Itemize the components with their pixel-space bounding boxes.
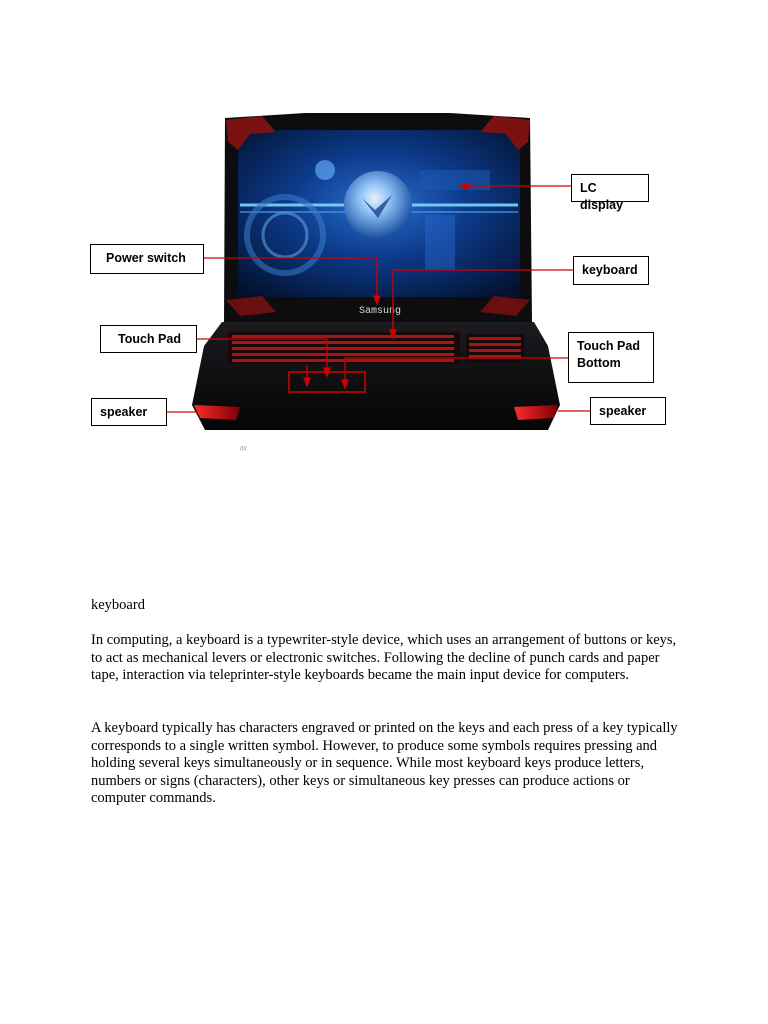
speaker-left-grille: [194, 405, 240, 420]
speaker-right-grille: [514, 405, 558, 420]
callout-label: speaker: [599, 404, 647, 418]
callout-label: speaker: [100, 405, 148, 419]
callout-touch-pad: [100, 325, 197, 353]
figure-caption: ////: [240, 446, 247, 452]
laptop-lid: [224, 113, 532, 322]
callout-power-switch: [90, 244, 204, 274]
paragraph: A keyboard typically has characters engraved or printed on the keys and each press of a key typically corresponds to a single written symbol. However, to produce some symbols requires pressing and holding several keys simultaneously or in sequence. While most keyboard keys produce letters, numbers or signs (characters), other keys or simultaneous key presses can produce actions or computer commands.: [91, 720, 678, 806]
laptop-diagram: [0, 0, 768, 470]
laptop-base: [192, 322, 560, 430]
callout-label: keyboard: [582, 263, 638, 277]
callout-touch-pad-bottom: [568, 332, 654, 383]
callout-label: LC display: [580, 181, 624, 212]
paragraph: In computing, a keyboard is a typewriter-style device, which uses an arrangement of buttons or keys, to act as mechanical levers or electronic switches. Following the decline of punch cards and paper tape, interaction via teleprinter-style keyboards became the main input device for computers.: [91, 632, 677, 683]
callout-label-line1: Touch Pad: [577, 339, 640, 353]
callout-lc-display: [571, 174, 649, 212]
callout-label: Touch Pad: [118, 332, 181, 346]
callout-label-line2: Bottom: [577, 356, 621, 370]
keyboard-keys: [228, 332, 524, 364]
brand-label: Samsung: [358, 306, 402, 317]
callout-label: Power switch: [106, 251, 186, 265]
callout-speaker-right: [590, 397, 666, 425]
desktop-orb: [344, 171, 412, 239]
section-heading: keyboard: [91, 597, 145, 613]
callout-keyboard: [573, 256, 649, 285]
callout-speaker-left: [91, 398, 167, 426]
